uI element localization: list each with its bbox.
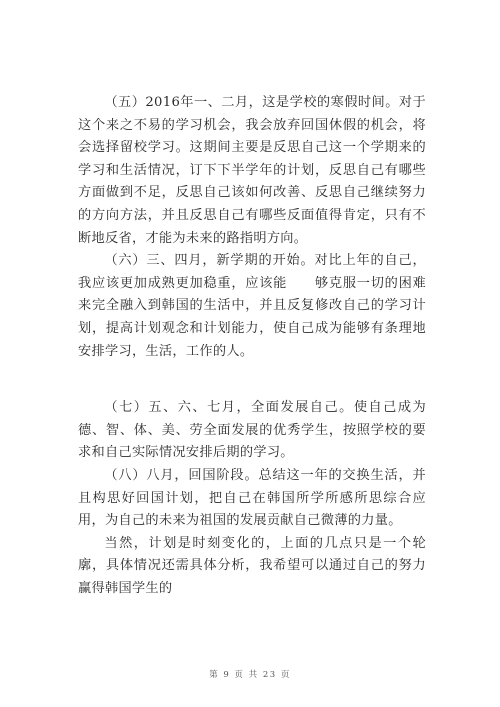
paragraph-conclusion: 当然，计划是时刻变化的，上面的几点只是一个轮廓，具体情况还需具体分析，我希望可以通过自己的努力赢得韩国学生的	[78, 535, 426, 596]
paragraph-5: （五）2016年一、二月，这是学校的寒假时间。对于这个来之不易的学习机会，我会放弃回国休假的机会，将会选择留校学习。这期间主要是反思自己这一个学期来的学习和生活情况，订下下半学年的计划，反思自己有哪些方面做到不足，反思自己该如何改善、反思自己继续努力的方向方法，并且反思自己有哪些反面值得肯定，只有不断地反省，才能为未来的路指明方向。	[78, 95, 426, 246]
paragraph-7: （七）五、六、七月，全面发展自己。使自己成为德、智、体、美、劳全面发展的优秀学生，按照学校的要求和自己实际情况安排后期的学习。	[78, 400, 426, 461]
page-number-footer: 第 9 页 共 23 页	[209, 670, 291, 680]
paragraph-gap	[78, 363, 426, 397]
document-body	[78, 92, 426, 600]
paragraph-6: （六）三、四月，新学期的开始。对比上年的自己，我应该更加成熟更加稳重，应该能 够克服一切的困难来完全融入到韩国的生活中，并且反复修改自己的学习计划，提高计划观念和计划能力，使自己成为能够有条理地安排学习，生活，工作的人。	[78, 253, 426, 359]
paragraph-8: （八）八月，回国阶段。总结这一年的交换生活，并且构思好回国计划，把自己在韩国所学所感所思综合应用，为自己的未来为祖国的发展贡献自己微薄的力量。	[78, 467, 426, 529]
